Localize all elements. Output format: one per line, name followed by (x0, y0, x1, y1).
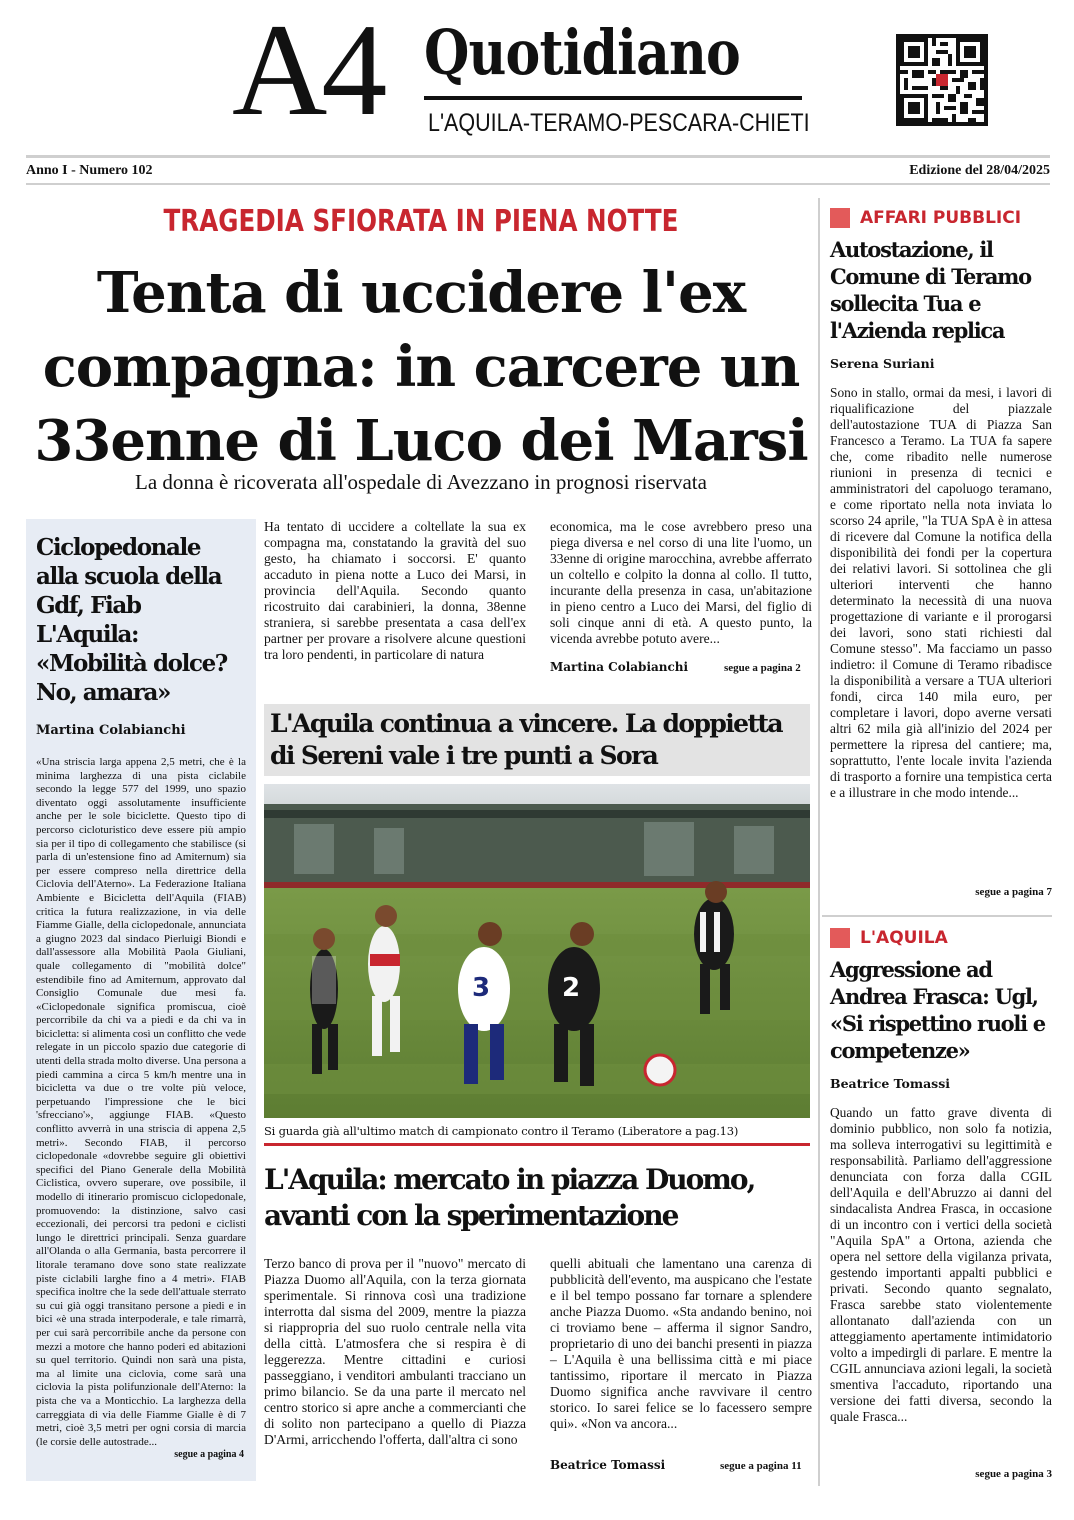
right-article-headline[interactable]: Autostazione, il Comune di Teramo sollecita Tua e l'Azienda replica (830, 237, 1031, 343)
section-square-icon (830, 208, 850, 228)
logo-rule (424, 96, 802, 100)
right-article-laquila (830, 928, 1052, 1480)
masthead-logo (232, 0, 832, 143)
logo-mark: A4 (232, 0, 382, 143)
section-square-icon (830, 928, 850, 948)
sidebar-body: «Una striscia larga appena 2,5 metri, che è la minima larghezza di una pista ciclabile secondo la legge 577 del 1999, uno spazio diventato oggi assolutamente insufficiente anche per le sole biciclette. Questo tipo di percorso cicloturistico deve essere più ampio sia per il tipo di collegamento che stabilisce (si parla di un'estensione fino ad Amiternum) sia per essere compreso nella direttrice della Ciclovia dell'Aterno». La Federazione Italiana Ambiente e Bicicletta dell'Aquila (FIAB) critica la futura realizzazione, in via delle Fiamme Gialle, della ciclopedonale, annunciata a giugno 2023 dal sindaco Pierluigi Biondi e dall'assessore alla Mobilità Paola Giuliani, quale collegamento di "mobilità dolce" estendibile fino ad Amiternum, approvato dal Consiglio Comunale due mesi fa. «Ciclopedonale significa promiscua, cioè percorribile da chi va a piedi e da chi va in bicicletta: si alimenta così un conflitto che vede relegate in un piccolo spazio due categorie di utenti della strada molto diverse. Una persona a piedi cammina a circa 5 km/h mentre una in bicicletta va due o tre volte più veloce, perpetuando l'impressione che le bici 'sfrecciano'», aggiunge FIAB. «Questo conflitto avverrà in una striscia di appena 2,5 metri». Secondo FIAB, il percorso ciclopedonale «dovrebbe seguire gli obiettivi specifici del Piano Generale della Mobilità Ciclistica, ovvero superare, ove possibile, il modello di itinerario promiscuo ciclopedonale, promuovendo: la distinzione, salvo casi eccezionali, dei percorsi tra pedoni e ciclisti lungo le direttrici principali. Senza guardare all'Olanda o alla Germania, basta percorrere il litorale teramano dove sono state realizzate piste ciclabili larghe fino a 4 metri». FIAB specifica inoltre che la sede dell'attuale sterrato su cui già oggi transitano persone a piedi e in bici «è una strada interpoderale, e tale rimarrà, per cui sarà percorribile anche da persone con mezzi a motore che hanno poderi ed abitazioni su quel territorio. Quindi non sarà una pista, ma al limite una ciclovia, come sarà una ciclovia la pista polifunzionale dell'Aterno: la pista che va a Monticchio. La larghezza della carreggiata di via delle Fiamme Gialle è di 7 metri, cioè 3,5 metri per ogni corsia di marcia (le corsie delle autostrade... (36, 756, 246, 1448)
lead-kicker: TRAGEDIA SFIORATA IN PIENA NOTTE (163, 204, 679, 239)
photo-illustration (264, 784, 810, 1118)
cities-line: L'AQUILA-TERAMO-PESCARA-CHIETI (428, 109, 810, 137)
qr-code-graphic (900, 38, 984, 122)
section-tag-affari-pubblici (830, 208, 1052, 228)
sidebar-headline[interactable]: Ciclopedonale alla scuola della Gdf, Fiab L'Aquila: «Mobilità dolce? No, amara» (36, 534, 227, 706)
right-article-teramo (830, 208, 1052, 904)
right-article-body: Quando un fatto grave diventa di dominio pubblico, non solo fa notizia, ma solleva interrogativi su legittimità e responsabilità. Parliamo dell'aggressione denunciata con forza dalla CGIL dell'Aquila e dell'Abruzzo ai danni del sindacalista Andrea Frasca, in occasione di un incontro con i vertici della società "Aquila SpA" a Ortona, azienda che opera nel settore della vigilanza privata, gestendo importanti appalti pubblici e privati. Secondo quanto segnalato, Frasca sarebbe stato violentemente allontanato dall'azienda con un atteggiamento apertamente intimidatorio volto a impedirgli di parlare. E mentre la CGIL annunciava azioni legali, la società smentiva l'accaduto, riportando una versione dei fatti diversa, secondo la quale Frasca... (830, 1105, 1052, 1424)
section-label: L'AQUILA (860, 928, 948, 948)
issue-number: Anno I - Numero 102 (26, 163, 153, 178)
right-article-body: Sono in stallo, ormai da mesi, i lavori di riqualificazione del piazzale dell'autostazione TUA di Piazza San Francesco a Teramo. La TUA fa sapere che, come ribadito nelle numerose riunioni in presenza di tecnici e amministratori del capoluogo teramano, e come riportato nella nota inviata lo scorso 24 aprile, "la TUA SpA è in attesa di ricevere dal Comune la notifica della disponibilità dei fondi per la copertura dei relativi lavori. Si sottolinea che gli ulteriori interventi che hanno determinato la necessità di una nuova progettazione di variante e il prorogarsi dei lavori, sono stati richiesti dal Comune stesso". Ma facciamo un passo indietro: il Comune di Teramo ribadisce la disponibilità a versare a TUA ulteriori fondi, circa 140 mila euro, per completare i lavori, dopo averne versati altri 62 mila già all'inizio del 2024 per permettere la ripresa del cantiere; ma, soprattutto, l'ente locale invita l'azienda di trasporto a fornire una tempistica certa e a illustrare in che modo intende... (830, 385, 1052, 800)
top-rule (26, 155, 1050, 158)
section-label: AFFARI PUBBLICI (860, 208, 1022, 228)
right-article-author: Serena Suriani (830, 356, 935, 371)
sidebar-author: Martina Colabianchi (36, 723, 186, 738)
sport-headline[interactable]: L'Aquila continua a vincere. La doppietta di Sereni vale i tre punti a Sora (270, 709, 782, 770)
lead-headline[interactable]: Tenta di uccidere l'ex compagna: in carcere un 33enne di Luco dei Marsi (34, 260, 808, 474)
right-article-continue-link[interactable]: segue a pagina 7 (975, 886, 1052, 898)
right-article-author: Beatrice Tomassi (830, 1076, 950, 1091)
lead-subhead: La donna è ricoverata all'ospedale di Avezzano in prognosi riservata (135, 470, 707, 494)
edition-date: Edizione del 28/04/2025 (909, 163, 1050, 178)
lead-continue-link[interactable]: segue a pagina 2 (724, 662, 801, 674)
svg-text:3: 3 (472, 973, 491, 1003)
qr-code-icon[interactable] (896, 34, 988, 126)
football-match-photo[interactable] (264, 784, 810, 1118)
right-article-headline[interactable]: Aggressione ad Andrea Frasca: Ugl, «Si rispettino ruoli e competenze» (830, 957, 1045, 1063)
market-column-1: Terzo banco di prova per il "nuovo" mercato di Piazza Duomo all'Aquila, con la terza giornata sperimentale. Si rinnova così una tradizione interrotta dal sisma del 2009, mentre la piazza si riappropria del suo ruolo centrale nella vita della città. L'atmosfera che si respira è di leggerezza. Mentre cittadini e curiosi passeggiano, i venditori ambulanti tracciano un primo bilancio. Se da una parte il mercato nel centro storico si apre anche a commercianti che di solito non partecipano a quello di Piazza D'Armi, arricchendo l'offerta, dall'altra ci sono (264, 1256, 526, 1447)
market-author: Beatrice Tomassi (550, 1458, 666, 1472)
photo-caption: Si guarda già all'ultimo match di campionato contro il Teramo (Liberatore a pag.13) (264, 1124, 739, 1138)
section-tag-laquila (830, 928, 1052, 948)
right-divider (822, 915, 1052, 917)
caption-rule (264, 1143, 810, 1146)
lead-author: Martina Colabianchi (550, 660, 689, 674)
market-column-2: quelli abituali che lamentano una carenza di pubblicità dell'evento, ma auspicano che l'estate e il bel tempo possano far tornare a splendere anche Piazza Duomo. «Sta andando benino, noi ci troviamo bene – afferma il signor Sandro, proprietario di uno dei banchi presenti in piazza – L'Aquila è una bellissima città e mi piace tantissimo, riportare il mercato in Piazza Duomo significa anche ravvivare il centro storico. Io sarei felice se lo facessero sempre qui». «Non va ancora... (550, 1256, 812, 1431)
sub-rule (26, 183, 1050, 185)
column-divider (818, 198, 820, 1486)
lead-column-1: Ha tentato di uccidere a coltellate la sua ex compagna ma, constatando la gravità del suo gesto, ha chiamato i soccorsi. E' quanto accaduto in piena notte a Luco dei Marsi, in provincia dell'Aquila. Secondo quanto ricostruito dai carabinieri, la donna, 38enne straniera, si sarebbe presentata a casa dell'ex partner per provare a risolvere alcune questioni tra loro pendenti, in particolare di natura (264, 519, 526, 662)
svg-text:2: 2 (562, 973, 581, 1003)
newspaper-name: Quotidiano (424, 16, 740, 89)
market-headline[interactable]: L'Aquila: mercato in piazza Duomo, avanti con la sperimentazione (264, 1163, 755, 1232)
lead-column-2: economica, ma le cose avrebbero preso una piega diversa e nel corso di una lite l'uomo, un 33enne di origine marocchina, avrebbe afferrato un coltello e colpito la donna al collo. Il tutto, incurante della presenza in casa, un'abitazione in pieno centro a Luco dei Marsi, del figlio di soli cinque anni di età. A questo punto, la vicenda avrebbe potuto avere... (550, 519, 812, 646)
market-continue-link[interactable]: segue a pagina 11 (720, 1460, 802, 1472)
sidebar-continue-link[interactable]: segue a pagina 4 (174, 1449, 244, 1460)
right-article-continue-link[interactable]: segue a pagina 3 (975, 1468, 1052, 1480)
sport-banner (264, 704, 810, 776)
left-sidebar-article (26, 519, 256, 1481)
